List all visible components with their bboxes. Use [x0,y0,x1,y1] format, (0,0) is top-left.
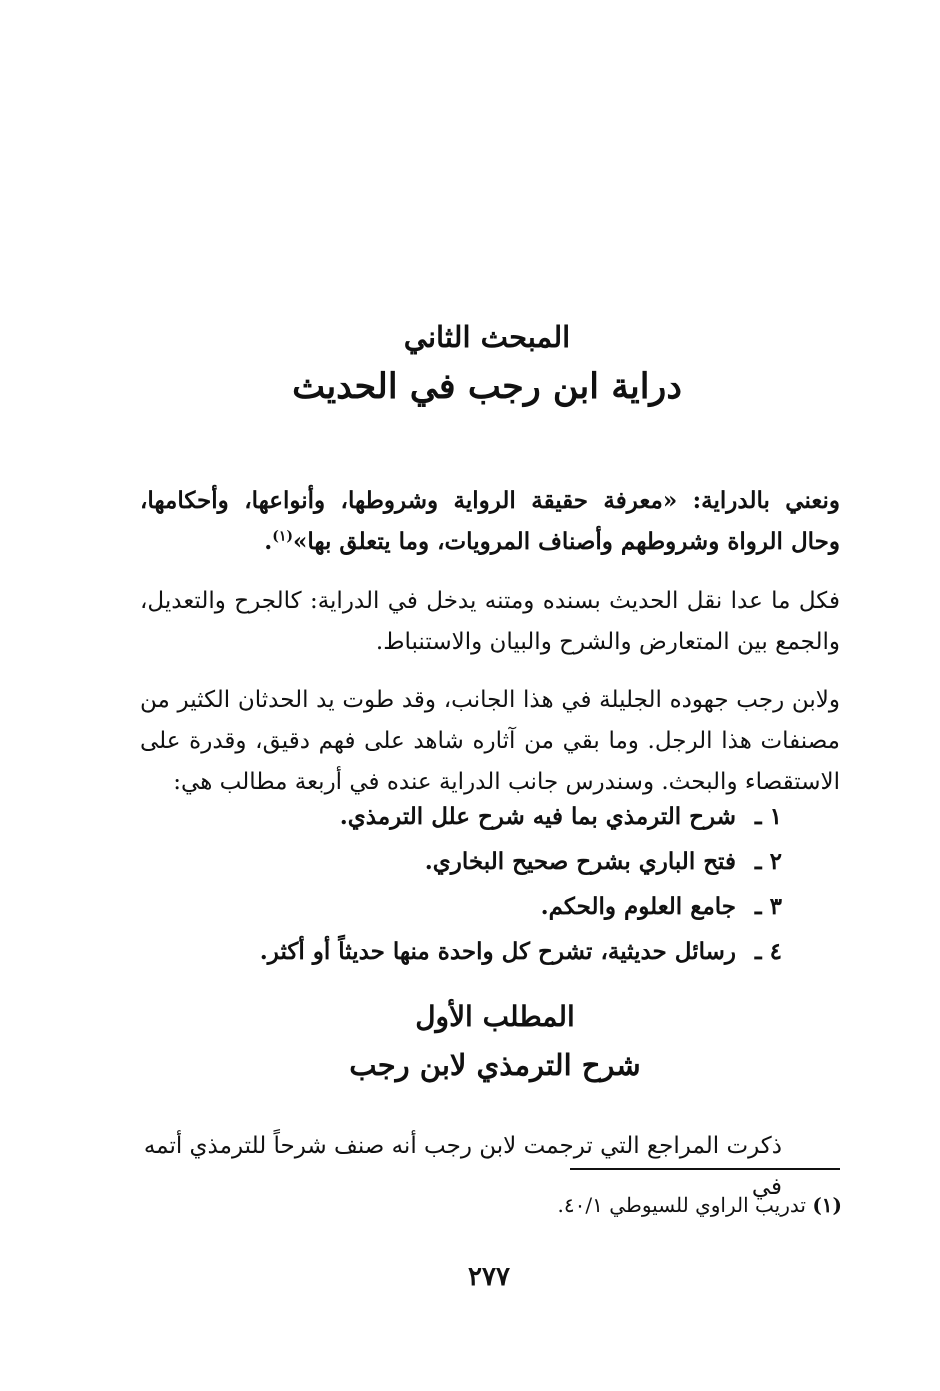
page-number: ٢٧٧ [468,1262,510,1292]
footnote-divider [570,1168,840,1170]
definition-end: . [264,528,273,555]
list-item-text: فتح الباري بشرح صحيح البخاري. [424,848,736,875]
footnote-text: تدريب الراوي للسيوطي ٤٠/١. [557,1193,806,1217]
subsection-title: شرح الترمذي لابن رجب [349,1048,641,1082]
list-item-number: ٣ ـ [754,893,782,920]
list-item-text: رسائل حديثية، تشرح كل واحدة منها حديثاً أو أكثر. [259,938,736,965]
definition-text: ونعني بالدراية: «معرفة حقيقة الرواية وشروطها، وأنواعها، وأحكامها، وحال الرواة وشروطهم وأصناف المرويات، وما يتعلق بها» [140,487,840,555]
topics-list [182,794,782,974]
subsection-label: المطلب الأول [415,1000,575,1033]
list-item-text: شرح الترمذي بما فيه شرح علل الترمذي. [339,803,736,830]
footnote-mark: (١) [812,1193,842,1217]
efforts-paragraph: ولابن رجب جهوده الجليلة في هذا الجانب، وقد طوت يد الحدثان الكثير من مصنفات هذا الرجل. وما بقي من آثاره شاهد على فهم دقيق، وقدرة على الاستقصاء والبحث. وسندرس جانب الدراية عنده في أربعة مطالب هي: [140,687,840,795]
section-title: دراية ابن رجب في الحديث [292,366,682,407]
footnote-reference[interactable]: (١) [272,528,294,545]
list-item-number: ٤ ـ [754,938,782,965]
list-item [182,884,782,929]
definition-paragraph [140,480,840,562]
scope-paragraph: فكل ما عدا نقل الحديث بسنده ومتنه يدخل في الدراية: كالجرح والتعديل، والجمع بين المتعارض والشرح والبيان والاستنباط. [140,588,840,655]
section-label: المبحث الثاني [403,320,571,354]
list-item-text: جامع العلوم والحكم. [540,893,736,920]
list-item-number: ١ ـ [754,803,782,830]
list-item [182,794,782,839]
list-item [182,929,782,974]
list-item-number: ٢ ـ [754,848,782,875]
closing-paragraph: ذكرت المراجع التي ترجمت لابن رجب أنه صنف شرحاً للترمذي أتمه في [143,1133,782,1200]
footnote [242,1190,842,1220]
list-item [182,839,782,884]
